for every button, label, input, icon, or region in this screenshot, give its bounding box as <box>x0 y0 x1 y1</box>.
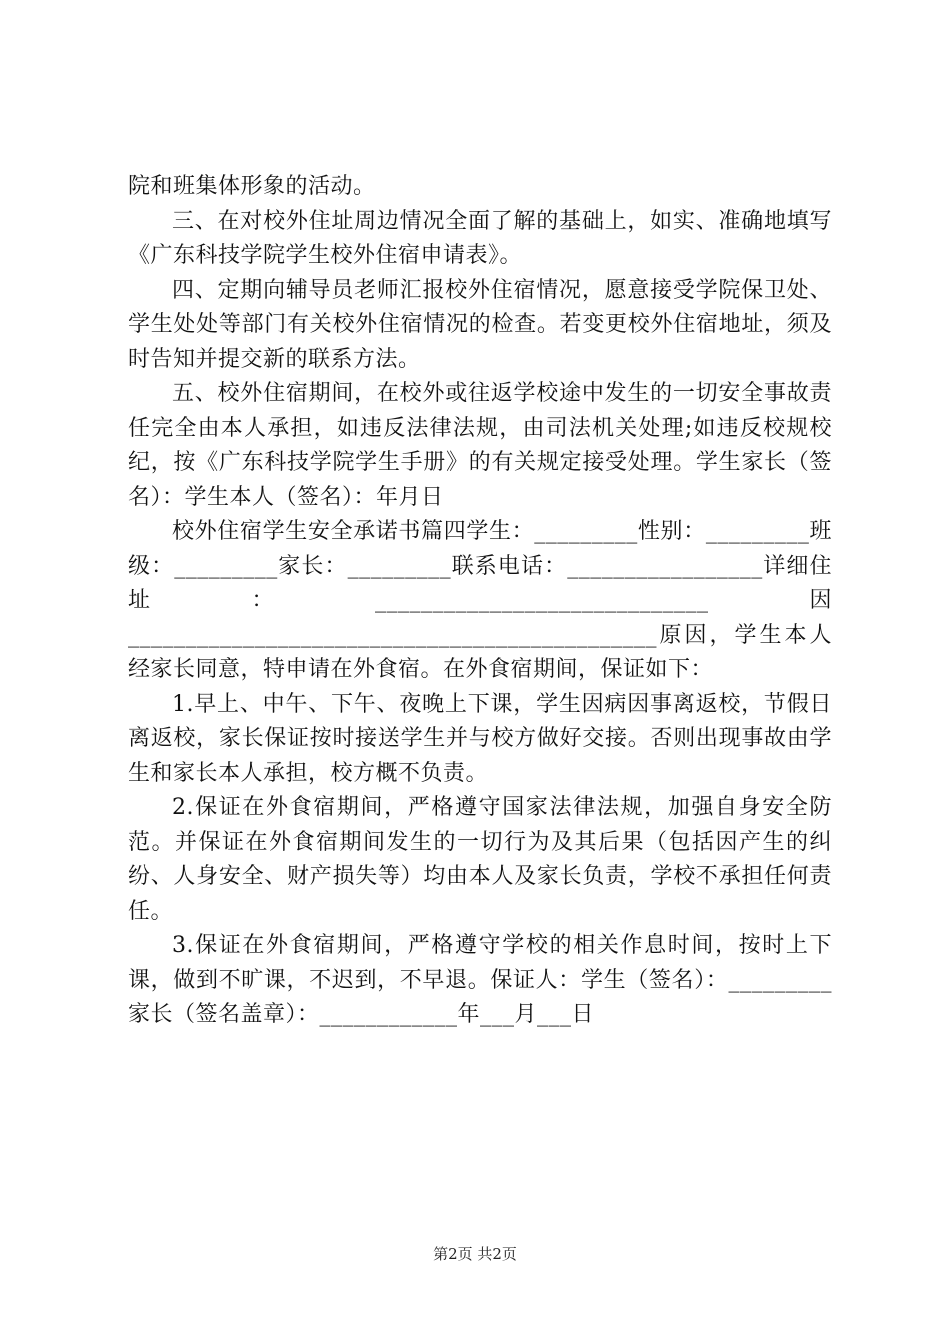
paragraph-item-4: 四、定期向辅导员老师汇报校外住宿情况，愿意接受学院保卫处、学生处处等部门有关校外住宿情况的检查。若变更校外住宿地址，须及时告知并提交新的联系方法。 <box>128 277 832 372</box>
paragraph-pledge-1: 1.早上、中午、下午、夜晚上下课，学生因病因事离返校，节假日离返校，家长保证按时接送学生并与校方做好交接。否则出现事故由学生和家长本人承担，校方概不负责。 <box>128 691 832 786</box>
paragraph-pledge-3: 3.保证在外食宿期间，严格遵守学校的相关作息时间，按时上下课，做到不旷课，不迟到，不早退。保证人：学生（签名）：_________家长（签名盖章）：____________年___月___日 <box>128 933 832 1027</box>
paragraph-pledge-2: 2.保证在外食宿期间，严格遵守国家法律法规，加强自身安全防范。并保证在外食宿期间发生的一切行为及其后果（包括因产生的纠纷、人身安全、财产损失等）均由本人及家长负责，学校不承担任何责任。 <box>128 795 832 924</box>
paragraph-pledge-header: 校外住宿学生安全承诺书篇四学生：_________性别：_________班级：_________家长：_________联系电话：_________________详细住址：_____________________________因______________________________________________原因，学生本人经家长同意，特申请在外食宿。在外食宿期间，保证如下： <box>128 519 832 682</box>
page-footer: 第2页 共2页 <box>433 1245 517 1263</box>
paragraph-item-3: 三、在对校外住址周边情况全面了解的基础上，如实、准确地填写《广东科技学院学生校外住宿申请表》。 <box>128 208 832 268</box>
paragraph-item-5: 五、校外住宿期间，在校外或往返学校途中发生的一切安全事故责任完全由本人承担，如违反法律法规，由司法机关处理;如违反校规校纪，按《广东科技学院学生手册》的有关规定接受处理。学生家长（签名）：学生本人（签名）：年月日 <box>128 381 832 510</box>
document-body <box>128 170 832 1033</box>
paragraph-continuation: 院和班集体形象的活动。 <box>128 174 376 199</box>
